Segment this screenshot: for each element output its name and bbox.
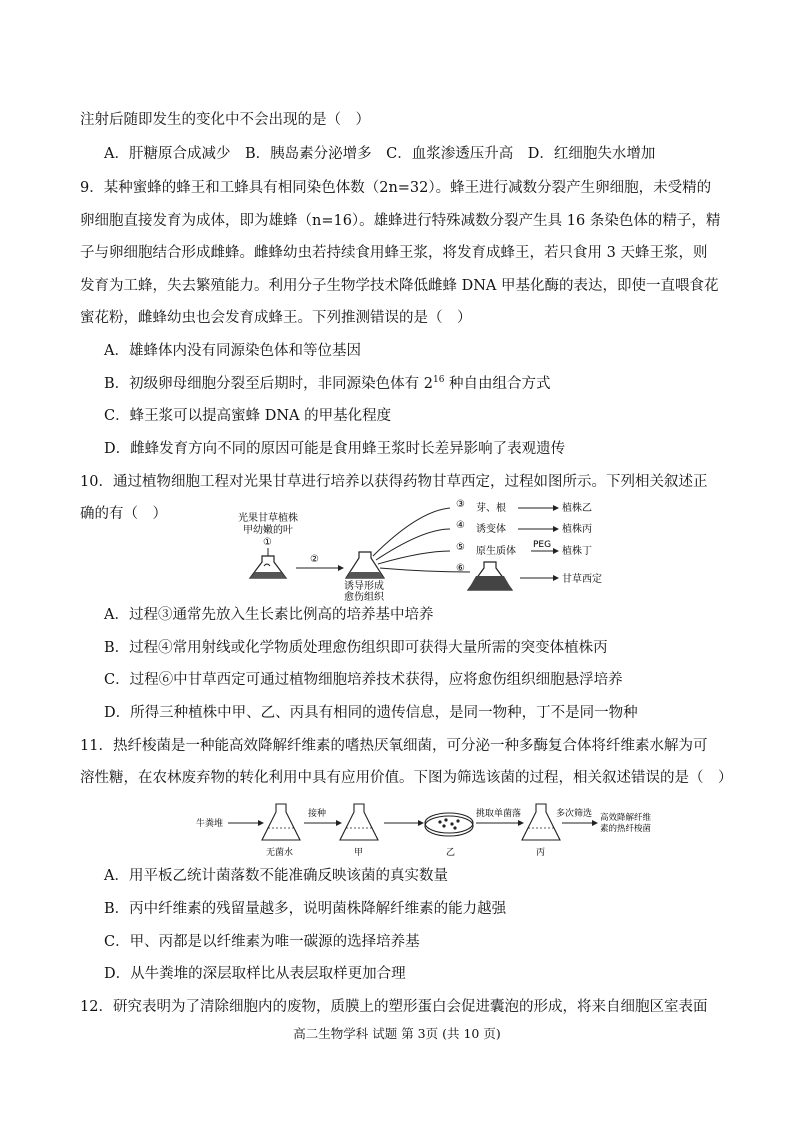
result-6-label: 甘草西定 (562, 574, 602, 585)
step-3: ③ (456, 499, 465, 510)
branch-5-label: 原生质体 (476, 546, 516, 557)
q11-option-b: B．丙中纤维素的残留量越多，说明菌株降解纤维素的能力越强 (104, 901, 507, 917)
flask-icon (346, 552, 384, 578)
multi-screen-label: 多次筛选 (556, 809, 593, 819)
flask-0-label: 无菌水 (266, 848, 294, 858)
flask-icon (468, 562, 512, 590)
q9-stem-line-1: 9．某种蜜蜂的蜂王和工蜂具有相同染色体数（2n=32）。蜂王进行减数分裂产生卵细胞，未受精的 (80, 180, 712, 196)
result-4-label: 植株丙 (562, 524, 592, 535)
q11-option-c: C．甲、丙都是以纤维素为唯一碳源的选择培养基 (104, 934, 420, 950)
step-4: ④ (456, 520, 465, 531)
q10-option-c: C．过程⑥中甘草西定可通过植物细胞培养技术获得，应将愈伤组织细胞悬浮培养 (104, 672, 623, 688)
q12-stem-line-1: 12．研究表明为了清除细胞内的废物，质膜上的塑形蛋白会促进囊泡的形成，将来自细胞区室表面 (80, 999, 708, 1015)
q10-process-diagram (228, 496, 728, 602)
q11-option-a: A．用平板乙统计菌落数不能准确反映该菌的真实数量 (104, 868, 448, 884)
q9-stem-line-5: 蜜花粉，雌蜂幼虫也会发育成蜂王。下列推测错误的是（ ） (80, 310, 472, 326)
q8-options: A．肝糖原合成减少 B．胰岛素分泌增多 C．血浆渗透压升高 D．红细胞失水增加 (104, 146, 656, 162)
plate-label: 乙 (446, 848, 456, 858)
flask-icon (250, 556, 286, 578)
petri-dish-icon (425, 813, 473, 836)
step-1: ① (263, 537, 272, 548)
q9-stem-line-2: 卵细胞直接发育为成体，即为雄蜂（n=16）。雄蜂进行特殊减数分裂产生具 16 条染色体的精子，精 (80, 213, 721, 229)
q9-stem-line-3: 子与卵细胞结合形成雌蜂。雌蜂幼虫若持续食用蜂王浆，将发育成蜂王，若只食用 3 天蜂王浆，则 (80, 245, 708, 261)
plant-label-2: 甲幼嫩的叶 (243, 525, 293, 536)
q11-option-d: D．从牛粪堆的深层取样比从表层取样更加合理 (104, 966, 406, 982)
step-6: ⑥ (456, 563, 465, 574)
flask-icon (262, 804, 300, 840)
plant-label-1: 光果甘草植株 (238, 513, 298, 524)
q10-option-a: A．过程③通常先放入生长素比例高的培养基中培养 (104, 607, 434, 623)
step-5: ⑤ (456, 542, 465, 553)
page-footer: 高二生物学科 试题 第 3页 (共 10 页) (293, 1026, 501, 1041)
q10-option-b: B．过程④常用射线或化学物质处理愈伤组织即可获得大量所需的突变体植株丙 (104, 640, 608, 656)
q10-stem-line-2: 确的有（ ） (80, 506, 167, 522)
peg-label: PEG (533, 540, 552, 550)
q8-stem-continuation: 注射后随即发生的变化中不会出现的是（ ） (80, 112, 370, 128)
result-3-label: 植株乙 (562, 503, 592, 514)
flask-1-label: 甲 (354, 848, 364, 858)
result-5-label: 植株丁 (562, 546, 592, 557)
q10-stem-line-1: 10．通过植物细胞工程对光果甘草进行培养以获得药物甘草西定，过程如图所示。下列相关叙述正 (80, 474, 708, 490)
flask-icon (340, 804, 378, 840)
callus-label-1: 诱导形成 (344, 581, 384, 592)
q9-option-a: A．雄蜂体内没有同源染色体和等位基因 (104, 343, 361, 359)
source-label: 牛粪堆 (196, 819, 224, 829)
q10-option-d: D．所得三种植株中甲、乙、丙具有相同的遗传信息，是同一物种，丁不是同一物种 (104, 705, 638, 721)
branch-3-label: 芽、根 (476, 503, 506, 514)
inoculate-label: 接种 (308, 809, 327, 819)
flask-2-label: 丙 (536, 848, 546, 858)
q9-option-b: B．初级卵母细胞分裂至后期时，非同源染色体有 $2^{16}$ 种自由组合方式 (104, 375, 551, 392)
result-label-1: 高效降解纤维 (600, 813, 652, 823)
q9-option-c: C．蜂王浆可以提高蜜蜂 DNA 的甲基化程度 (104, 408, 392, 424)
branch-4-label: 诱变体 (476, 524, 506, 535)
q9-option-d: D．雌蜂发育方向不同的原因可能是食用蜂王浆时长差异影响了表观遗传 (104, 441, 566, 457)
step-2: ② (310, 554, 319, 565)
q11-screening-diagram (196, 798, 696, 860)
pick-colony-label: 挑取单菌落 (476, 809, 522, 819)
callus-label-2: 愈伤组织 (344, 592, 384, 602)
result-label-2: 素的热纤梭菌 (600, 824, 652, 834)
q11-stem-line-2: 溶性糖，在农林废弃物的转化利用中具有应用价值。下图为筛选该菌的过程，相关叙述错误的是（ ） (80, 770, 733, 786)
flask-icon (522, 804, 560, 840)
q11-stem-line-1: 11．热纤梭菌是一种能高效降解纤维素的嗜热厌氧细菌，可分泌一种多酶复合体将纤维素水解为可 (80, 738, 708, 754)
q9-stem-line-4: 发育为工蜂，失去繁殖能力。利用分子生物学技术降低雌蜂 DNA 甲基化酶的表达，即使一直喂食花 (80, 278, 719, 294)
